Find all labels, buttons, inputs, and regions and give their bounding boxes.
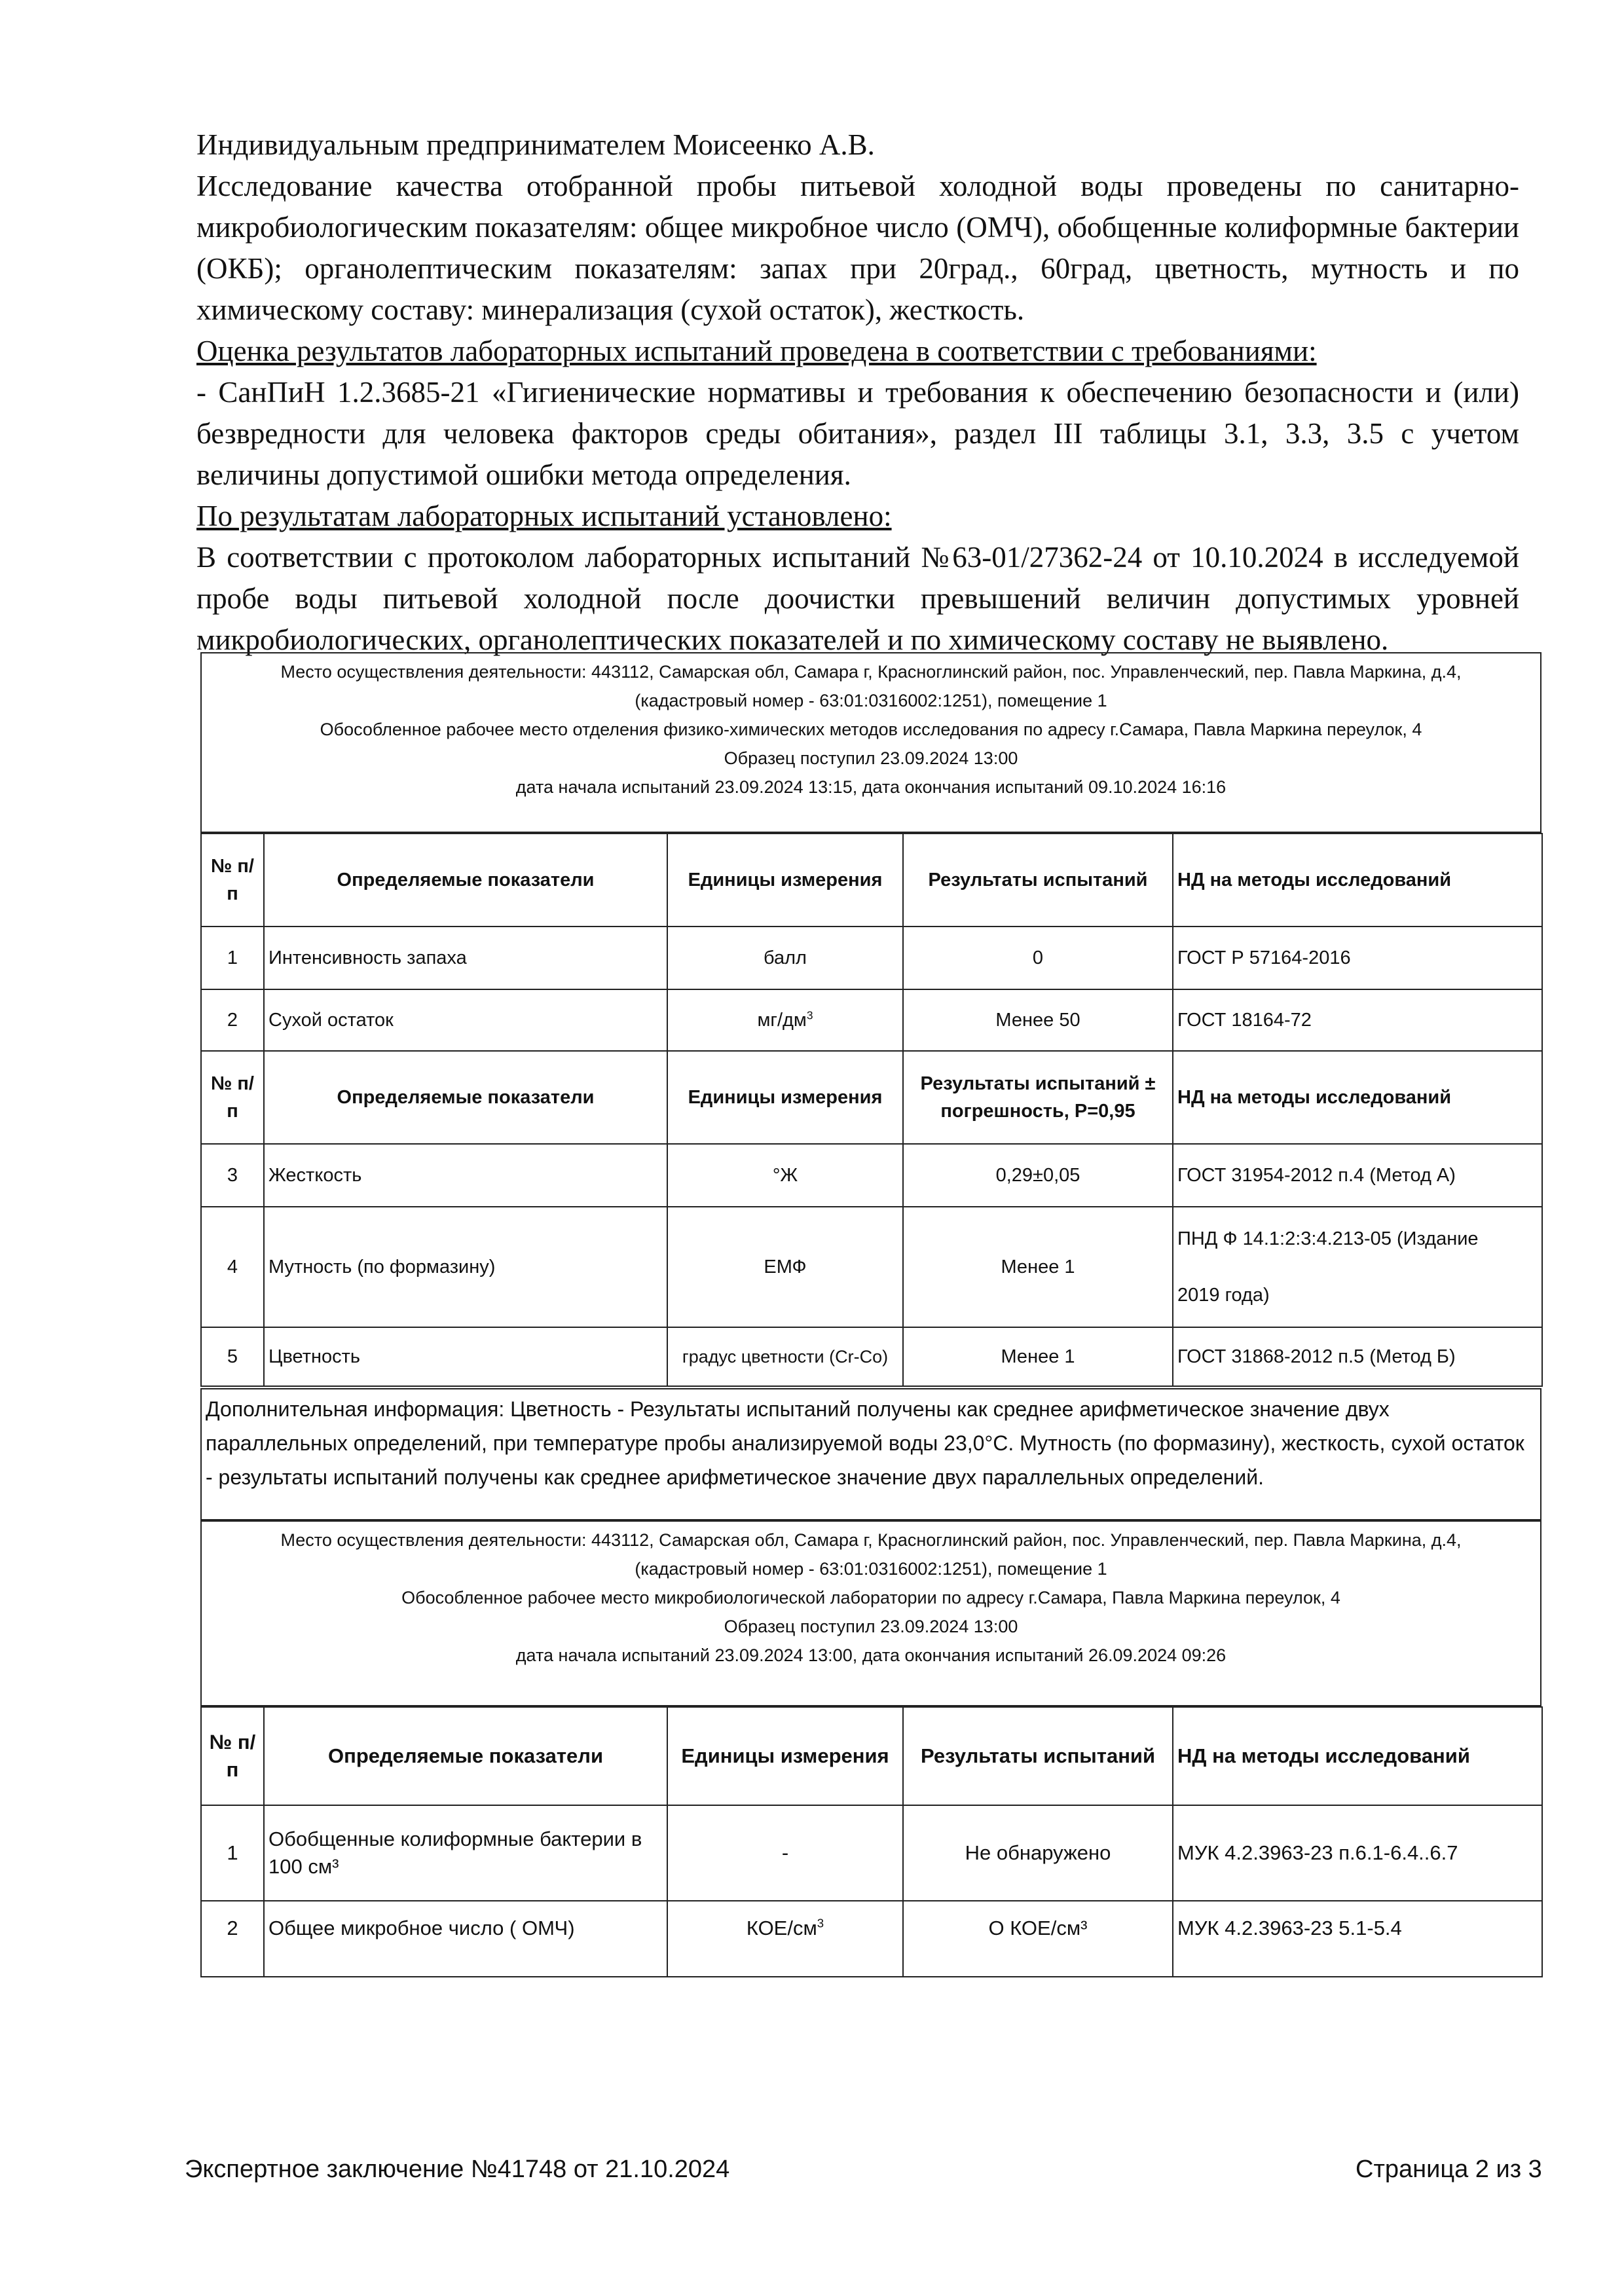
col-num-header: № п/п bbox=[201, 834, 264, 927]
col-indicator-header: Определяемые показатели bbox=[264, 834, 667, 927]
row-indicator: Интенсивность запаха bbox=[264, 927, 667, 989]
row-indicator: Цветность bbox=[264, 1327, 667, 1386]
footer-page-number: Страница 2 из 3 bbox=[1356, 2156, 1542, 2183]
table-row bbox=[201, 1207, 1542, 1327]
block1-workplace: Обособленное рабочее место отделения физико-химических методов исследования по адресу г.Самара, Павла Маркина переулок, 4 bbox=[320, 720, 1422, 739]
row-indicator: Обобщенные колиформные бактерии в 100 см³ bbox=[264, 1805, 667, 1901]
block2-sample-received: Образец поступил 23.09.2024 13:00 bbox=[724, 1617, 1018, 1636]
col-indicator-header: Определяемые показатели bbox=[264, 1707, 667, 1805]
table-row bbox=[201, 1144, 1542, 1207]
row-result: Менее 1 bbox=[903, 1207, 1173, 1327]
table-row bbox=[201, 989, 1542, 1051]
block2-workplace: Обособленное рабочее место микробиологической лаборатории по адресу г.Самара, Павла Маркина переулок, 4 bbox=[401, 1588, 1340, 1607]
row-units bbox=[667, 989, 903, 1051]
col-units-header: Единицы измерения bbox=[667, 1051, 903, 1144]
row-num: 2 bbox=[201, 989, 264, 1051]
row-units: - bbox=[667, 1805, 903, 1901]
row-units: балл bbox=[667, 927, 903, 989]
study-paragraph: Исследование качества отобранной пробы питьевой холодной воды проведены по санитарно-микробиологическим показателям: общее микробное число (ОМЧ), обобщенные колиформные бактерии (ОКБ); органолептическим показателям: запах при 20град., 60град, цветность, мутность и по химическому составу: минерализация (сухой остаток), жесткость. bbox=[196, 170, 1519, 326]
row-num: 3 bbox=[201, 1144, 264, 1207]
block1-sample-received: Образец поступил 23.09.2024 13:00 bbox=[724, 748, 1018, 768]
col-num-header: № п/п bbox=[201, 1051, 264, 1144]
row-num: 1 bbox=[201, 1805, 264, 1901]
row-result: 0 bbox=[903, 927, 1173, 989]
row-num: 2 bbox=[201, 1901, 264, 1977]
row-indicator: Мутность (по формазину) bbox=[264, 1207, 667, 1327]
row-units: °Ж bbox=[667, 1144, 903, 1207]
sanpin-paragraph: - СанПиН 1.2.3685-21 «Гигиенические нормативы и требования к обеспечению безопасности и (или) безвредности для человека факторов среды обитания», раздел III таблицы 3.1, 3.3, 3.5 с учетом величины допустимой ошибки метода определения. bbox=[196, 376, 1519, 491]
row-num: 4 bbox=[201, 1207, 264, 1327]
units-text: мг/дм bbox=[757, 1010, 807, 1031]
intro-text bbox=[196, 124, 1519, 661]
table-row bbox=[201, 927, 1542, 989]
block2-location: Место осуществления деятельности: 443112, Самарская обл, Самара г, Красноглинский район, пос. Управленческий, пер. Павла Маркина, д.4, bbox=[280, 1530, 1462, 1550]
row-method: ГОСТ 31954-2012 п.4 (Метод А) bbox=[1173, 1144, 1542, 1207]
row-method: ГОСТ 18164-72 bbox=[1173, 989, 1542, 1051]
row-result: Менее 1 bbox=[903, 1327, 1173, 1386]
table-row bbox=[201, 1805, 1542, 1901]
footer-document-title: Экспертное заключение №41748 от 21.10.2024 bbox=[185, 2156, 730, 2183]
row-method: МУК 4.2.3963-23 5.1-5.4 bbox=[1173, 1901, 1542, 1977]
row-units bbox=[667, 1901, 903, 1977]
row-indicator: Жесткость bbox=[264, 1144, 667, 1207]
block2-cadastral: (кадастровый номер - 63:01:0316002:1251), помещение 1 bbox=[635, 1559, 1107, 1579]
col-units-header: Единицы измерения bbox=[667, 834, 903, 927]
col-results-header: Результаты испытаний ± погрешность, Р=0,95 bbox=[903, 1051, 1173, 1144]
additional-info: Дополнительная информация: Цветность - Результаты испытаний получены как среднее арифметическое значение двух параллельных определений, при температуре пробы анализируемой воды 23,0°С. Мутность (по формазину), жесткость, сухой остаток - результаты испытаний получены как среднее арифметическое значение двух параллельных определений. bbox=[200, 1388, 1541, 1520]
row-result: Не обнаружено bbox=[903, 1805, 1173, 1901]
units-superscript: 3 bbox=[806, 1008, 813, 1022]
table-row bbox=[201, 1327, 1542, 1386]
results-heading: По результатам лабораторных испытаний установлено: bbox=[196, 500, 892, 532]
block1-table bbox=[200, 833, 1543, 1387]
col-method-header: НД на методы исследований bbox=[1173, 834, 1542, 927]
row-method: ГОСТ 31868-2012 п.5 (Метод Б) bbox=[1173, 1327, 1542, 1386]
col-indicator-header: Определяемые показатели bbox=[264, 1051, 667, 1144]
table-row bbox=[201, 1901, 1542, 1977]
method-line-2: 2019 года) bbox=[1177, 1285, 1270, 1306]
col-results-header: Результаты испытаний bbox=[903, 1707, 1173, 1805]
block2-table bbox=[200, 1706, 1543, 1977]
row-units: ЕМФ bbox=[667, 1207, 903, 1327]
row-result: 0,29±0,05 bbox=[903, 1144, 1173, 1207]
row-units: градус цветности (Cr-Co) bbox=[667, 1327, 903, 1386]
col-units-header: Единицы измерения bbox=[667, 1707, 903, 1805]
col-num-header: № п/п bbox=[201, 1707, 264, 1805]
block1-location: Место осуществления деятельности: 443112, Самарская обл, Самара г, Красноглинский район, пос. Управленческий, пер. Павла Маркина, д.4, bbox=[280, 662, 1462, 682]
row-num: 1 bbox=[201, 927, 264, 989]
units-text: КОЕ/см bbox=[746, 1917, 817, 1939]
block1-test-dates: дата начала испытаний 23.09.2024 13:15, дата окончания испытаний 09.10.2024 16:16 bbox=[515, 777, 1227, 797]
evaluation-heading: Оценка результатов лабораторных испытаний проведена в соответствии с требованиями: bbox=[196, 335, 1317, 367]
row-num: 5 bbox=[201, 1327, 264, 1386]
row-result: Менее 50 bbox=[903, 989, 1173, 1051]
table-header-row bbox=[201, 1051, 1542, 1144]
table-header-row bbox=[201, 834, 1542, 927]
table-header-row bbox=[201, 1707, 1542, 1805]
row-result: О КОЕ/см³ bbox=[903, 1901, 1173, 1977]
row-method: МУК 4.2.3963-23 п.6.1-6.4..6.7 bbox=[1173, 1805, 1542, 1901]
row-indicator: Сухой остаток bbox=[264, 989, 667, 1051]
row-method: ГОСТ Р 57164-2016 bbox=[1173, 927, 1542, 989]
row-method bbox=[1173, 1207, 1542, 1327]
method-line-1: ПНД Ф 14.1:2:3:4.213-05 (Издание bbox=[1177, 1228, 1479, 1249]
block1-cadastral: (кадастровый номер - 63:01:0316002:1251), помещение 1 bbox=[635, 691, 1107, 710]
entrepreneur-line: Индивидуальным предпринимателем Моисеенко А.В. bbox=[196, 128, 875, 161]
block2-test-dates: дата начала испытаний 23.09.2024 13:00, дата окончания испытаний 26.09.2024 09:26 bbox=[515, 1645, 1227, 1665]
row-indicator: Общее микробное число ( ОМЧ) bbox=[264, 1901, 667, 1977]
units-superscript: 3 bbox=[817, 1916, 824, 1930]
col-results-header: Результаты испытаний bbox=[903, 834, 1173, 927]
col-method-header: НД на методы исследований bbox=[1173, 1051, 1542, 1144]
block1-header bbox=[200, 652, 1541, 833]
conclusion-paragraph: В соответствии с протоколом лабораторных испытаний №63-01/27362-24 от 10.10.2024 в исследуемой пробе воды питьевой холодной после доочистки превышений величин допустимых уровней микробиологических, органолептических показателей и по химическому составу не выявлено. bbox=[196, 541, 1519, 656]
block2-header bbox=[200, 1520, 1541, 1706]
col-method-header: НД на методы исследований bbox=[1173, 1707, 1542, 1805]
